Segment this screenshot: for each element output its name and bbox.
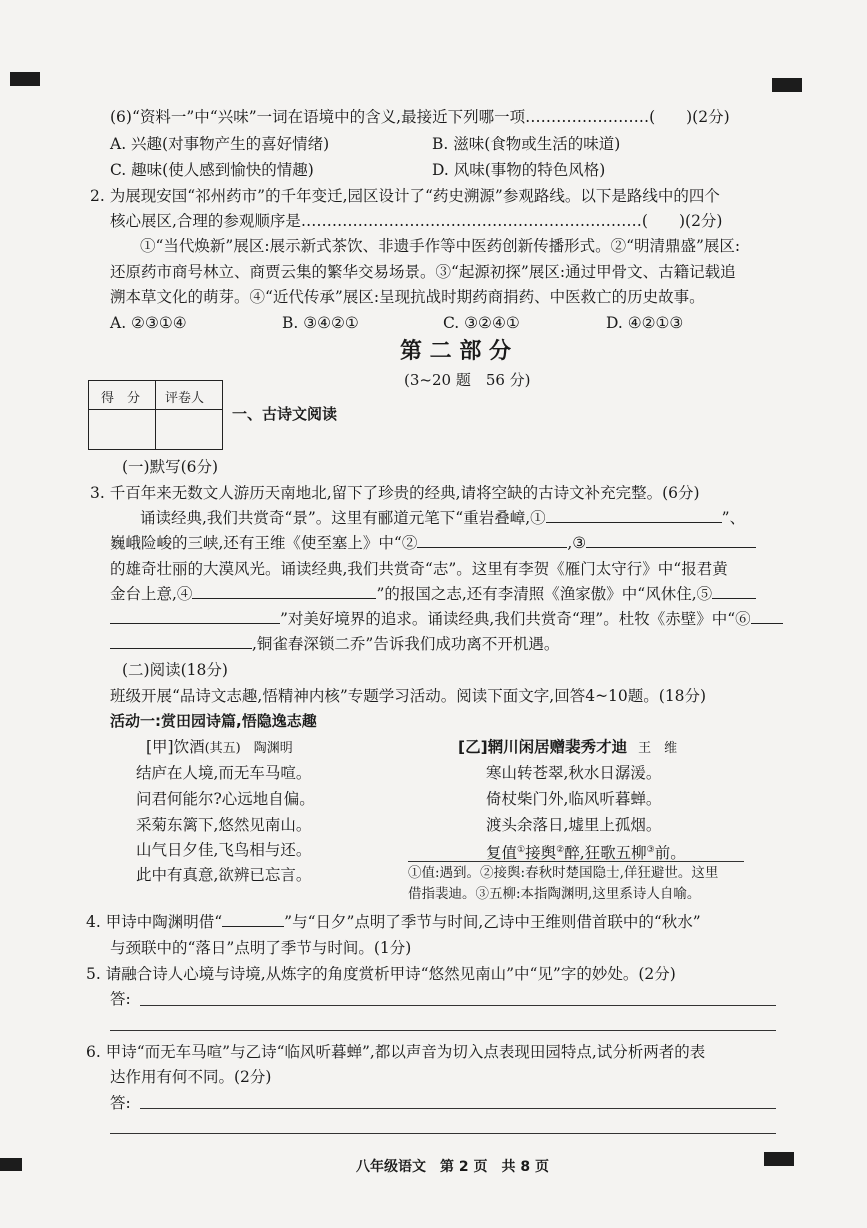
poem-b-last-part-d: 前。 (654, 844, 686, 863)
question-6-option-c: C. 趣味(使人感到愉快的情趣) (110, 161, 314, 179)
question-6-answer-label: 答: (110, 1094, 131, 1112)
part-2-subtitle: (3~20 题 56 分) (404, 371, 531, 389)
footnote-ref-1: ① (517, 845, 526, 855)
question-3-stem: 3. 千百年来无数文人游历天南地北,留下了珍贵的经典,请将空缺的古诗文补充完整。(6分) (90, 484, 700, 502)
question-6-option-b: B. 滋味(食物或生活的味道) (432, 135, 621, 153)
poem-b-divider (408, 861, 744, 862)
activity-1-heading: 活动一:赏田园诗篇,悟隐逸志趣 (110, 712, 317, 730)
question-6-answer-line[interactable] (140, 1108, 776, 1109)
footnote-ref-2: ② (556, 845, 565, 855)
question-2-passage-line2: 还原药市商号林立、商贾云集的繁华交易场景。③“起源初探”展区:通过甲骨文、古籍记载追 (110, 263, 736, 281)
question-2-stem-line2: 核心展区,合理的参观顺序是…………………………………………………………( )(2分) (110, 212, 723, 230)
subsection-reading-heading: (二)阅读(18分) (122, 661, 228, 679)
poem-a-subtitle: (其五) (204, 741, 241, 756)
question-3-line6-text: ,铜雀春深锁二乔”告诉我们成功离不开机遇。 (252, 635, 560, 653)
question-6-answer-line[interactable] (110, 1133, 776, 1134)
poem-a-author: 陶渊明 (253, 741, 293, 756)
question-3-line1 (140, 508, 745, 528)
question-2-option-a: A. ②③①④ (110, 314, 187, 332)
question-6-line2: 达作用有何不同。(2分) (110, 1068, 272, 1086)
question-5-answer-line[interactable] (140, 1005, 776, 1006)
question-2-passage-line1: ①“当代焕新”展区:展示新式茶饮、非遗手作等中医药创新传播形式。②“明清鼎盛”展区: (140, 237, 741, 255)
blank-5[interactable] (712, 584, 756, 599)
poem-a-line: 此中有真意,欲辨已忘言。 (136, 866, 312, 884)
poem-b-last-part-a: 复值 (486, 844, 518, 863)
poem-b-note-line2: 借指裴迪。③五柳:本指陶渊明,这里系诗人自喻。 (408, 886, 701, 902)
question-2-option-d: D. ④②①③ (606, 314, 684, 332)
footnote-ref-3: ③ (646, 845, 655, 855)
poem-a-line: 山气日夕佳,飞鸟相与还。 (136, 841, 312, 859)
poem-b-line: 寒山转苍翠,秋水日潺湲。 (486, 764, 662, 782)
poem-b-note-line1: ①值:遇到。②接舆:春秋时楚国隐士,佯狂避世。这里 (408, 865, 719, 881)
reading-intro: 班级开展“品诗文志趣,悟精神内核”专题学习活动。阅读下面文字,回答4~10题。(18分) (110, 687, 707, 705)
question-5-stem: 5. 请融合诗人心境与诗境,从炼字的角度赏析甲诗“悠然见南山”中“见”字的妙处。(2分) (86, 965, 676, 983)
poem-b-header (458, 737, 677, 759)
poem-b-line: 倚杖柴门外,临风听暮蝉。 (486, 790, 662, 808)
blank-3[interactable] (586, 533, 756, 548)
question-4-line1 (86, 912, 701, 932)
poem-a-line: 问君何能尔?心远地自偏。 (136, 790, 315, 808)
subsection-dictation-heading: (一)默写(6分) (122, 458, 219, 476)
blank-6-continued[interactable] (110, 634, 252, 649)
blank-q4[interactable] (222, 912, 284, 927)
part-2-title: 第 二 部 分 (400, 339, 511, 364)
question-3-line2-text: 巍峨险峻的三峡,还有王维《使至塞上》中“② (110, 534, 418, 552)
question-3-line4-text: 金台上意,④ (110, 585, 193, 603)
score-box-rule (89, 409, 222, 410)
poem-b-title: [乙]辋川闲居赠裴秀才迪 (458, 738, 628, 756)
score-label: 得 分 (101, 391, 141, 406)
poem-a-line: 结庐在人境,而无车马喧。 (136, 764, 312, 782)
question-5-answer-line[interactable] (110, 1030, 776, 1031)
score-box (88, 380, 223, 450)
question-3-line2 (110, 533, 756, 553)
registration-mark-bottom-left (0, 1158, 22, 1171)
question-3-line4 (110, 584, 756, 604)
question-3-line5 (110, 609, 783, 629)
poem-a-title: [甲]饮酒 (146, 738, 205, 756)
registration-mark-top-right (772, 78, 802, 92)
poem-b-line (486, 840, 686, 863)
page-footer: 八年级语文 第 2 页 共 8 页 (356, 1159, 549, 1175)
question-3-line1-text: 诵读经典,我们共赏奇“景”。这里有郦道元笔下“重岩叠嶂,① (140, 509, 546, 527)
question-2-passage-line3: 溯本草文化的萌芽。④“近代传承”展区:呈现抗战时期药商捐药、中医救亡的历史故事。 (110, 288, 705, 306)
question-2-option-c: C. ③②④① (443, 314, 520, 332)
poem-b-last-part-c: 醉,狂歌五柳 (564, 844, 647, 863)
question-3-line4-mid: ”的报国之志,还有李清照《渔家傲》中“风休住,⑤ (376, 585, 713, 603)
question-4-text-a: 4. 甲诗中陶渊明借“ (86, 913, 223, 931)
poem-a-header (146, 737, 293, 759)
question-6-line1: 6. 甲诗“而无车马喧”与乙诗“临风听暮蝉”,都以声音为切入点表现田园特点,试分析两者的表 (86, 1043, 706, 1061)
blank-4[interactable] (192, 584, 376, 599)
question-6-option-a: A. 兴趣(对事物产生的喜好情绪) (110, 135, 330, 153)
question-6-option-d: D. 风味(事物的特色风格) (432, 161, 606, 179)
section-1-heading: 一、古诗文阅读 (232, 405, 338, 423)
question-5-answer-label: 答: (110, 990, 131, 1008)
grader-label: 评卷人 (165, 391, 205, 406)
blank-2[interactable] (417, 533, 567, 548)
question-4-line2: 与颈联中的“落日”点明了季节与时间。(1分) (110, 939, 412, 957)
question-3-line2-mid: ,③ (567, 534, 587, 552)
question-6-stem: (6)“资料一”中“兴味”一词在语境中的含义,最接近下列哪一项……………………( )(2分) (110, 108, 730, 126)
blank-5-continued[interactable] (110, 609, 280, 624)
poem-b-author: 王 维 (638, 741, 678, 756)
question-4-text-b: ”与“日夕”点明了季节与时间,乙诗中王维则借首联中的“秋水” (284, 913, 701, 931)
poem-b-last-part-b: 接舆 (525, 844, 557, 863)
blank-6[interactable] (751, 609, 783, 624)
question-3-line5-text: ”对美好境界的追求。诵读经典,我们共赏奇“理”。杜牧《赤壁》中“⑥ (280, 610, 751, 628)
question-3-line6 (110, 634, 559, 654)
registration-mark-bottom-right (764, 1152, 794, 1166)
blank-1[interactable] (546, 508, 722, 523)
poem-a-line: 采菊东篱下,悠然见南山。 (136, 816, 312, 834)
score-box-divider (155, 381, 156, 449)
question-2-stem-line1: 2. 为展现安国“祁州药市”的千年变迁,园区设计了“药史溯源”参观路线。以下是路线中的四个 (90, 187, 720, 205)
question-3-line3: 的雄奇壮丽的大漠风光。诵读经典,我们共赏奇“志”。这里有李贺《雁门太守行》中“报君黄 (110, 560, 728, 578)
registration-mark-top-left (10, 72, 40, 86)
poem-b-line: 渡头余落日,墟里上孤烟。 (486, 816, 662, 834)
question-2-option-b: B. ③④②① (282, 314, 359, 332)
question-3-line1-end: ”、 (721, 509, 746, 527)
